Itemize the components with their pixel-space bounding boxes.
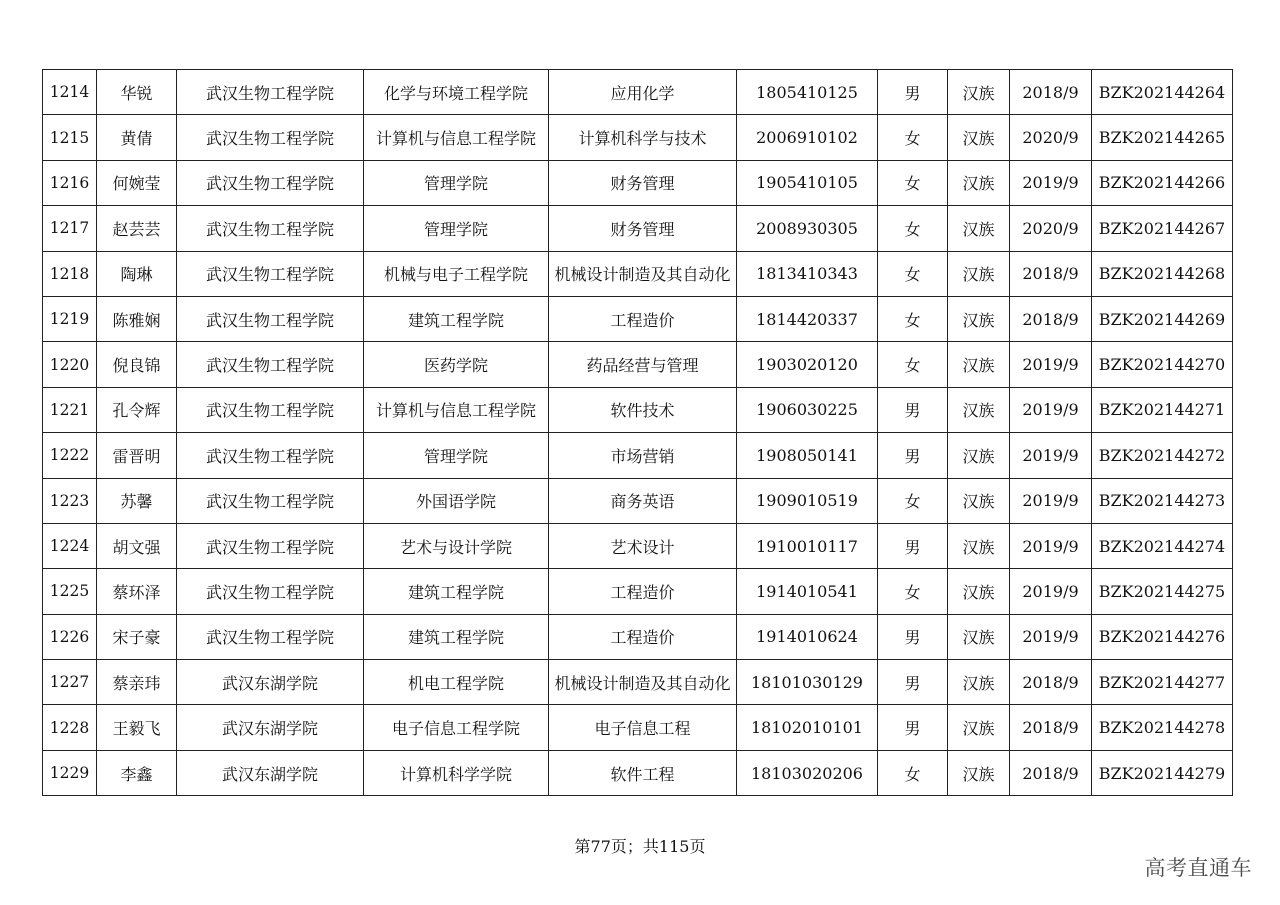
major-cell: 财务管理 xyxy=(549,206,737,251)
student-name-cell: 陈雅娴 xyxy=(97,296,177,341)
college-cell: 计算机与信息工程学院 xyxy=(364,387,549,432)
student-id-cell: 1906030225 xyxy=(737,387,878,432)
record-code-cell: BZK202144268 xyxy=(1092,251,1233,296)
college-cell: 管理学院 xyxy=(364,206,549,251)
table-row xyxy=(43,478,1233,523)
school-cell: 武汉生物工程学院 xyxy=(177,569,364,614)
school-cell: 武汉东湖学院 xyxy=(177,750,364,795)
record-code-cell: BZK202144272 xyxy=(1092,433,1233,478)
college-cell: 医药学院 xyxy=(364,342,549,387)
student-id-cell: 1909010519 xyxy=(737,478,878,523)
student-id-cell: 18101030129 xyxy=(737,660,878,705)
table-row xyxy=(43,115,1233,160)
major-cell: 应用化学 xyxy=(549,70,737,115)
enrollment-date-cell: 2019/9 xyxy=(1010,342,1092,387)
record-code-cell: BZK202144274 xyxy=(1092,523,1233,568)
student-name-cell: 黄倩 xyxy=(97,115,177,160)
ethnicity-cell: 汉族 xyxy=(948,478,1010,523)
record-code-cell: BZK202144279 xyxy=(1092,750,1233,795)
college-cell: 建筑工程学院 xyxy=(364,296,549,341)
gender-cell: 女 xyxy=(878,478,948,523)
table-row xyxy=(43,342,1233,387)
table-row xyxy=(43,296,1233,341)
major-cell: 药品经营与管理 xyxy=(549,342,737,387)
watermark-logo: 高考直通车 xyxy=(1144,856,1252,880)
record-code-cell: BZK202144264 xyxy=(1092,70,1233,115)
college-cell: 管理学院 xyxy=(364,433,549,478)
school-cell: 武汉生物工程学院 xyxy=(177,614,364,659)
row-number-cell: 1218 xyxy=(43,251,97,296)
page-number: 第77页；共115页 xyxy=(574,837,706,856)
row-number-cell: 1214 xyxy=(43,70,97,115)
table-row xyxy=(43,705,1233,750)
ethnicity-cell: 汉族 xyxy=(948,160,1010,205)
school-cell: 武汉生物工程学院 xyxy=(177,206,364,251)
ethnicity-cell: 汉族 xyxy=(948,387,1010,432)
ethnicity-cell: 汉族 xyxy=(948,660,1010,705)
ethnicity-cell: 汉族 xyxy=(948,750,1010,795)
major-cell: 机械设计制造及其自动化 xyxy=(549,660,737,705)
row-number-cell: 1229 xyxy=(43,750,97,795)
student-name-cell: 雷晋明 xyxy=(97,433,177,478)
major-cell: 软件工程 xyxy=(549,750,737,795)
student-id-cell: 2008930305 xyxy=(737,206,878,251)
gender-cell: 男 xyxy=(878,614,948,659)
enrollment-date-cell: 2019/9 xyxy=(1010,433,1092,478)
gender-cell: 女 xyxy=(878,251,948,296)
record-code-cell: BZK202144277 xyxy=(1092,660,1233,705)
enrollment-date-cell: 2020/9 xyxy=(1010,206,1092,251)
student-name-cell: 何婉莹 xyxy=(97,160,177,205)
major-cell: 艺术设计 xyxy=(549,523,737,568)
table-row xyxy=(43,523,1233,568)
table-row xyxy=(43,569,1233,614)
record-code-cell: BZK202144266 xyxy=(1092,160,1233,205)
student-name-cell: 倪良锦 xyxy=(97,342,177,387)
row-number-cell: 1224 xyxy=(43,523,97,568)
school-cell: 武汉生物工程学院 xyxy=(177,342,364,387)
enrollment-date-cell: 2019/9 xyxy=(1010,478,1092,523)
gender-cell: 女 xyxy=(878,206,948,251)
college-cell: 计算机科学学院 xyxy=(364,750,549,795)
record-code-cell: BZK202144278 xyxy=(1092,705,1233,750)
gender-cell: 女 xyxy=(878,750,948,795)
major-cell: 市场营销 xyxy=(549,433,737,478)
student-name-cell: 赵芸芸 xyxy=(97,206,177,251)
row-number-cell: 1220 xyxy=(43,342,97,387)
college-cell: 机电工程学院 xyxy=(364,660,549,705)
record-code-cell: BZK202144273 xyxy=(1092,478,1233,523)
student-table xyxy=(42,69,1233,796)
student-name-cell: 华锐 xyxy=(97,70,177,115)
record-code-cell: BZK202144271 xyxy=(1092,387,1233,432)
gender-cell: 男 xyxy=(878,523,948,568)
table-row xyxy=(43,433,1233,478)
record-code-cell: BZK202144269 xyxy=(1092,296,1233,341)
student-id-cell: 2006910102 xyxy=(737,115,878,160)
row-number-cell: 1227 xyxy=(43,660,97,705)
student-name-cell: 李鑫 xyxy=(97,750,177,795)
enrollment-date-cell: 2018/9 xyxy=(1010,660,1092,705)
enrollment-date-cell: 2020/9 xyxy=(1010,115,1092,160)
student-id-cell: 1905410105 xyxy=(737,160,878,205)
ethnicity-cell: 汉族 xyxy=(948,523,1010,568)
enrollment-date-cell: 2019/9 xyxy=(1010,614,1092,659)
row-number-cell: 1217 xyxy=(43,206,97,251)
ethnicity-cell: 汉族 xyxy=(948,569,1010,614)
ethnicity-cell: 汉族 xyxy=(948,115,1010,160)
school-cell: 武汉生物工程学院 xyxy=(177,70,364,115)
student-name-cell: 蔡亲玮 xyxy=(97,660,177,705)
student-name-cell: 王毅飞 xyxy=(97,705,177,750)
ethnicity-cell: 汉族 xyxy=(948,342,1010,387)
ethnicity-cell: 汉族 xyxy=(948,705,1010,750)
gender-cell: 女 xyxy=(878,115,948,160)
table-row xyxy=(43,251,1233,296)
school-cell: 武汉生物工程学院 xyxy=(177,478,364,523)
table-row xyxy=(43,70,1233,115)
student-id-cell: 1914010541 xyxy=(737,569,878,614)
college-cell: 化学与环境工程学院 xyxy=(364,70,549,115)
student-name-cell: 陶琳 xyxy=(97,251,177,296)
table-row xyxy=(43,614,1233,659)
ethnicity-cell: 汉族 xyxy=(948,251,1010,296)
table-row xyxy=(43,160,1233,205)
college-cell: 管理学院 xyxy=(364,160,549,205)
enrollment-date-cell: 2018/9 xyxy=(1010,251,1092,296)
record-code-cell: BZK202144267 xyxy=(1092,206,1233,251)
student-name-cell: 胡文强 xyxy=(97,523,177,568)
row-number-cell: 1223 xyxy=(43,478,97,523)
major-cell: 商务英语 xyxy=(549,478,737,523)
row-number-cell: 1228 xyxy=(43,705,97,750)
major-cell: 软件技术 xyxy=(549,387,737,432)
major-cell: 工程造价 xyxy=(549,569,737,614)
major-cell: 机械设计制造及其自动化 xyxy=(549,251,737,296)
student-id-cell: 18102010101 xyxy=(737,705,878,750)
major-cell: 财务管理 xyxy=(549,160,737,205)
row-number-cell: 1225 xyxy=(43,569,97,614)
major-cell: 电子信息工程 xyxy=(549,705,737,750)
enrollment-date-cell: 2018/9 xyxy=(1010,296,1092,341)
student-id-cell: 18103020206 xyxy=(737,750,878,795)
record-code-cell: BZK202144276 xyxy=(1092,614,1233,659)
table-row xyxy=(43,750,1233,795)
college-cell: 外国语学院 xyxy=(364,478,549,523)
student-id-cell: 1805410125 xyxy=(737,70,878,115)
student-id-cell: 1908050141 xyxy=(737,433,878,478)
row-number-cell: 1216 xyxy=(43,160,97,205)
gender-cell: 男 xyxy=(878,705,948,750)
school-cell: 武汉生物工程学院 xyxy=(177,251,364,296)
ethnicity-cell: 汉族 xyxy=(948,433,1010,478)
student-name-cell: 苏馨 xyxy=(97,478,177,523)
ethnicity-cell: 汉族 xyxy=(948,206,1010,251)
row-number-cell: 1226 xyxy=(43,614,97,659)
row-number-cell: 1222 xyxy=(43,433,97,478)
row-number-cell: 1221 xyxy=(43,387,97,432)
college-cell: 艺术与设计学院 xyxy=(364,523,549,568)
enrollment-date-cell: 2018/9 xyxy=(1010,750,1092,795)
gender-cell: 女 xyxy=(878,569,948,614)
school-cell: 武汉生物工程学院 xyxy=(177,387,364,432)
table-row xyxy=(43,387,1233,432)
major-cell: 工程造价 xyxy=(549,614,737,659)
enrollment-date-cell: 2019/9 xyxy=(1010,569,1092,614)
gender-cell: 女 xyxy=(878,342,948,387)
student-id-cell: 1813410343 xyxy=(737,251,878,296)
college-cell: 建筑工程学院 xyxy=(364,569,549,614)
enrollment-date-cell: 2019/9 xyxy=(1010,387,1092,432)
record-code-cell: BZK202144275 xyxy=(1092,569,1233,614)
major-cell: 计算机科学与技术 xyxy=(549,115,737,160)
school-cell: 武汉东湖学院 xyxy=(177,705,364,750)
school-cell: 武汉生物工程学院 xyxy=(177,160,364,205)
major-cell: 工程造价 xyxy=(549,296,737,341)
table-row xyxy=(43,660,1233,705)
college-cell: 建筑工程学院 xyxy=(364,614,549,659)
gender-cell: 男 xyxy=(878,387,948,432)
school-cell: 武汉生物工程学院 xyxy=(177,523,364,568)
row-number-cell: 1215 xyxy=(43,115,97,160)
row-number-cell: 1219 xyxy=(43,296,97,341)
gender-cell: 男 xyxy=(878,660,948,705)
gender-cell: 男 xyxy=(878,70,948,115)
ethnicity-cell: 汉族 xyxy=(948,296,1010,341)
student-id-cell: 1910010117 xyxy=(737,523,878,568)
ethnicity-cell: 汉族 xyxy=(948,70,1010,115)
enrollment-date-cell: 2019/9 xyxy=(1010,160,1092,205)
record-code-cell: BZK202144270 xyxy=(1092,342,1233,387)
school-cell: 武汉东湖学院 xyxy=(177,660,364,705)
student-id-cell: 1914010624 xyxy=(737,614,878,659)
student-id-cell: 1903020120 xyxy=(737,342,878,387)
enrollment-date-cell: 2019/9 xyxy=(1010,523,1092,568)
school-cell: 武汉生物工程学院 xyxy=(177,115,364,160)
college-cell: 计算机与信息工程学院 xyxy=(364,115,549,160)
school-cell: 武汉生物工程学院 xyxy=(177,296,364,341)
school-cell: 武汉生物工程学院 xyxy=(177,433,364,478)
gender-cell: 女 xyxy=(878,160,948,205)
student-name-cell: 蔡环泽 xyxy=(97,569,177,614)
student-id-cell: 1814420337 xyxy=(737,296,878,341)
ethnicity-cell: 汉族 xyxy=(948,614,1010,659)
enrollment-date-cell: 2018/9 xyxy=(1010,705,1092,750)
gender-cell: 女 xyxy=(878,296,948,341)
gender-cell: 男 xyxy=(878,433,948,478)
table-row xyxy=(43,206,1233,251)
enrollment-date-cell: 2018/9 xyxy=(1010,70,1092,115)
college-cell: 机械与电子工程学院 xyxy=(364,251,549,296)
student-name-cell: 孔令辉 xyxy=(97,387,177,432)
record-code-cell: BZK202144265 xyxy=(1092,115,1233,160)
college-cell: 电子信息工程学院 xyxy=(364,705,549,750)
student-name-cell: 宋子豪 xyxy=(97,614,177,659)
